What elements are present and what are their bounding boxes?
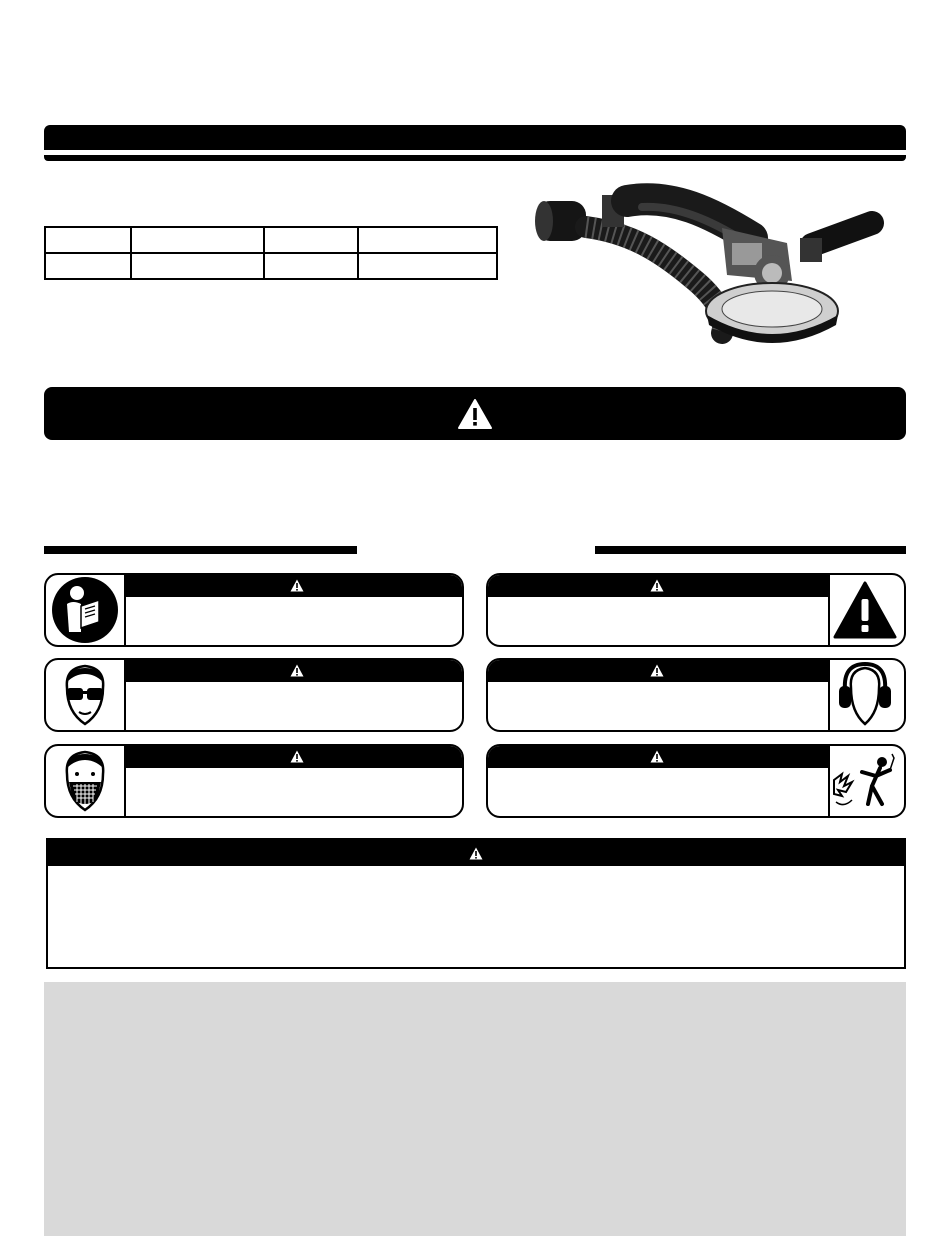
table-cell [45, 253, 131, 279]
product-image [522, 183, 902, 358]
warning-triangle-icon [290, 750, 304, 763]
warning-triangle-icon [290, 579, 304, 592]
eye-protection-icon [55, 662, 115, 728]
table-cell [131, 253, 264, 279]
title-bar [44, 125, 906, 150]
warning-triangle-icon [290, 664, 304, 677]
warning-triangle-icon [457, 398, 493, 430]
bottom-warning-box [46, 838, 906, 969]
safety-card-eye-protection [44, 658, 464, 732]
spec-table [44, 226, 498, 280]
safety-card-hearing-protection [486, 658, 906, 732]
general-warning-icon [833, 581, 897, 639]
warning-triangle-icon [650, 664, 664, 677]
table-row [45, 253, 497, 279]
warning-banner [44, 387, 906, 440]
grey-info-panel [44, 982, 906, 1236]
safety-card-general-warning [486, 573, 906, 647]
warning-triangle-icon [650, 579, 664, 592]
table-row [45, 227, 497, 253]
electric-shock-icon [830, 750, 900, 812]
title-underline [44, 155, 906, 161]
table-cell [264, 227, 358, 253]
table-cell [131, 227, 264, 253]
respirator-icon [55, 748, 115, 814]
table-cell [264, 253, 358, 279]
section-rule-left [44, 546, 357, 554]
table-cell [358, 227, 497, 253]
safety-card-read-manual [44, 573, 464, 647]
safety-card-electric-shock [486, 744, 906, 818]
read-manual-icon [51, 576, 119, 644]
warning-triangle-icon [469, 847, 483, 860]
section-rule-right [595, 546, 906, 554]
table-cell [358, 253, 497, 279]
safety-card-respirator [44, 744, 464, 818]
hearing-protection-icon [835, 662, 895, 728]
table-cell [45, 227, 131, 253]
warning-triangle-icon [650, 750, 664, 763]
